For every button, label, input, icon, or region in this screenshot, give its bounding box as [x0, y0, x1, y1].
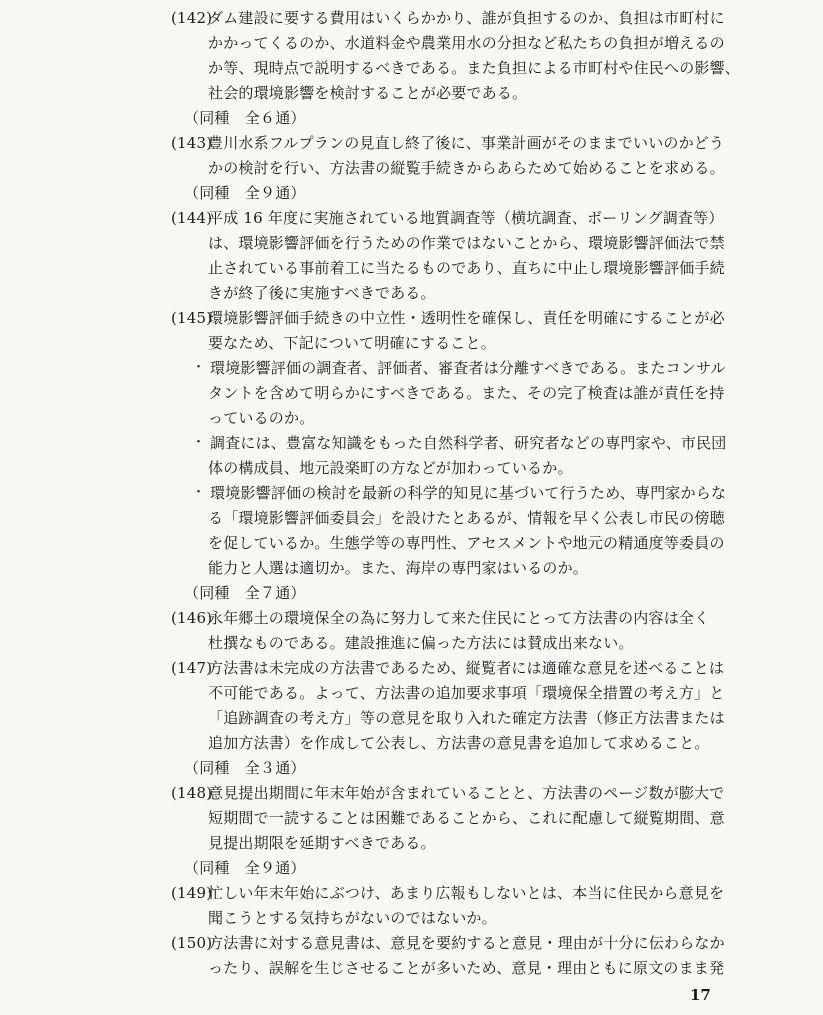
item-142-line-2: かかってくるのか、水道料金や農業用水の分担など私たちの負担が増えるの [208, 34, 725, 52]
item-144-line-4: きが終了後に実施すべきである。 [208, 284, 436, 302]
item-145-bullet-1-line-2: タントを含めて明らかにすべきである。また、その完了検査は誰が責任を持 [208, 384, 725, 402]
item-142-line-1: ダム建設に要する費用はいくらかかり、誰が負担するのか、負担は市町村に [208, 9, 725, 27]
item-142-line-4: 社会的環境影響を検討することが必要である。 [208, 84, 528, 102]
item-150-line-2: ったり、誤解を生じさせることが多いため、意見・理由ともに原文のまま発 [208, 959, 725, 977]
item-143-line-1: 豊川水系フルプランの見直し終了後に、事業計画がそのままでいいのかどう [208, 134, 725, 152]
item-145-bullet-3-line-3: を促しているか。生態学等の専門性、アセスメントや地元の精通度等委員の [208, 534, 725, 552]
page-number: 17 [690, 986, 711, 1004]
item-147-same-count: （同種 全３通） [184, 759, 306, 777]
item-145-bullet-3-line-1: 環境影響評価の検討を最新の科学的知見に基づいて行うため、専門家からな [210, 484, 727, 502]
item-147-line-4: 追加方法書）を作成して公表し、方法書の意見書を追加して求めること。 [208, 734, 710, 752]
item-144-line-1: 平成 16 年度に実施されている地質調査等（横坑調査、ボーリング調査等） [208, 209, 724, 227]
item-150-number: (150) [171, 934, 213, 952]
item-146-line-2: 杜撰なものである。建設推進に偏った方法には賛成出来ない。 [208, 634, 634, 652]
item-143-line-2: かの検討を行い、方法書の縦覧手続きからあらためて始めることを求める。 [208, 159, 725, 177]
item-146-number: (146) [171, 609, 213, 627]
item-145-bullet-3-line-4: 能力と人選は適切か。また、海岸の専門家はいるのか。 [208, 559, 589, 577]
item-149-line-1: 忙しい年末年始にぶつけ、あまり広報もしないとは、本当に住民から意見を [208, 884, 725, 902]
item-149-number: (149) [171, 884, 213, 902]
item-144-line-3: 止されている事前着工に当たるものであり、直ちに中止し環境影響評価手続 [208, 259, 725, 277]
item-148-line-1: 意見提出期間に年末年始が含まれていることと、方法書のページ数が膨大で [208, 784, 725, 802]
item-143-same-count: （同種 全９通） [184, 184, 306, 202]
item-144-number: (144) [171, 209, 213, 227]
item-145-bullet-2-line-2: 体の構成員、地元設楽町の方などが加わっているか。 [208, 459, 573, 477]
item-148-same-count: （同種 全９通） [184, 859, 306, 877]
item-147-line-2: 不可能である。よって、方法書の追加要求事項「環境保全措置の考え方」と [208, 684, 725, 702]
item-147-number: (147) [171, 659, 213, 677]
item-145-line-2: 要なため、下記について明確にすること。 [208, 334, 496, 352]
item-145-number: (145) [171, 309, 213, 327]
bullet-1-mark: ・ [192, 360, 206, 375]
bullet-3-mark: ・ [192, 485, 206, 500]
item-146-line-1: 永年郷土の環境保全の為に努力して来た住民にとって方法書の内容は全く [208, 609, 710, 627]
item-147-line-3: 「追跡調査の考え方」等の意見を取り入れた確定方法書（修正方法書または [208, 709, 725, 727]
item-150-line-1: 方法書に対する意見書は、意見を要約すると意見・理由が十分に伝わらなか [208, 934, 725, 952]
item-145-line-1: 環境影響評価手続きの中立性・透明性を確保し、責任を明確にすることが必 [208, 309, 725, 327]
item-142-number: (142) [171, 9, 213, 27]
item-147-line-1: 方法書は未完成の方法書であるため、縦覧者には適確な意見を述べることは [208, 659, 725, 677]
item-142-same-count: （同種 全６通） [184, 109, 306, 127]
item-148-line-3: 見提出期限を延期すべきである。 [208, 834, 436, 852]
item-145-bullet-3-line-2: る「環境影響評価委員会」を設けたとあるが、情報を早く公表し市民の傍聴 [208, 509, 725, 527]
item-142-line-3: か等、現時点で説明するべきである。また負担による市町村や住民への影響、 [208, 59, 741, 77]
item-149-line-2: 聞こうとする気持ちがないのではないか。 [208, 909, 497, 927]
item-145-bullet-1-line-1: 環境影響評価の調査者、評価者、審査者は分離すべきである。またコンサル [210, 359, 726, 377]
item-145-bullet-2-line-1: 調査には、豊富な知識をもった自然科学者、研究者などの専門家や、市民団 [210, 434, 727, 452]
item-145-same-count: （同種 全７通） [184, 584, 306, 602]
item-148-line-2: 短期間で一読することは困難であることから、これに配慮して縦覧期間、意 [208, 809, 725, 827]
bullet-2-mark: ・ [192, 435, 206, 450]
item-143-number: (143) [171, 134, 213, 152]
item-144-line-2: は、環境影響評価を行うための作業ではないことから、環境影響評価法で禁 [208, 234, 725, 252]
item-145-bullet-1-line-3: っているのか。 [208, 409, 315, 427]
item-148-number: (148) [171, 784, 213, 802]
